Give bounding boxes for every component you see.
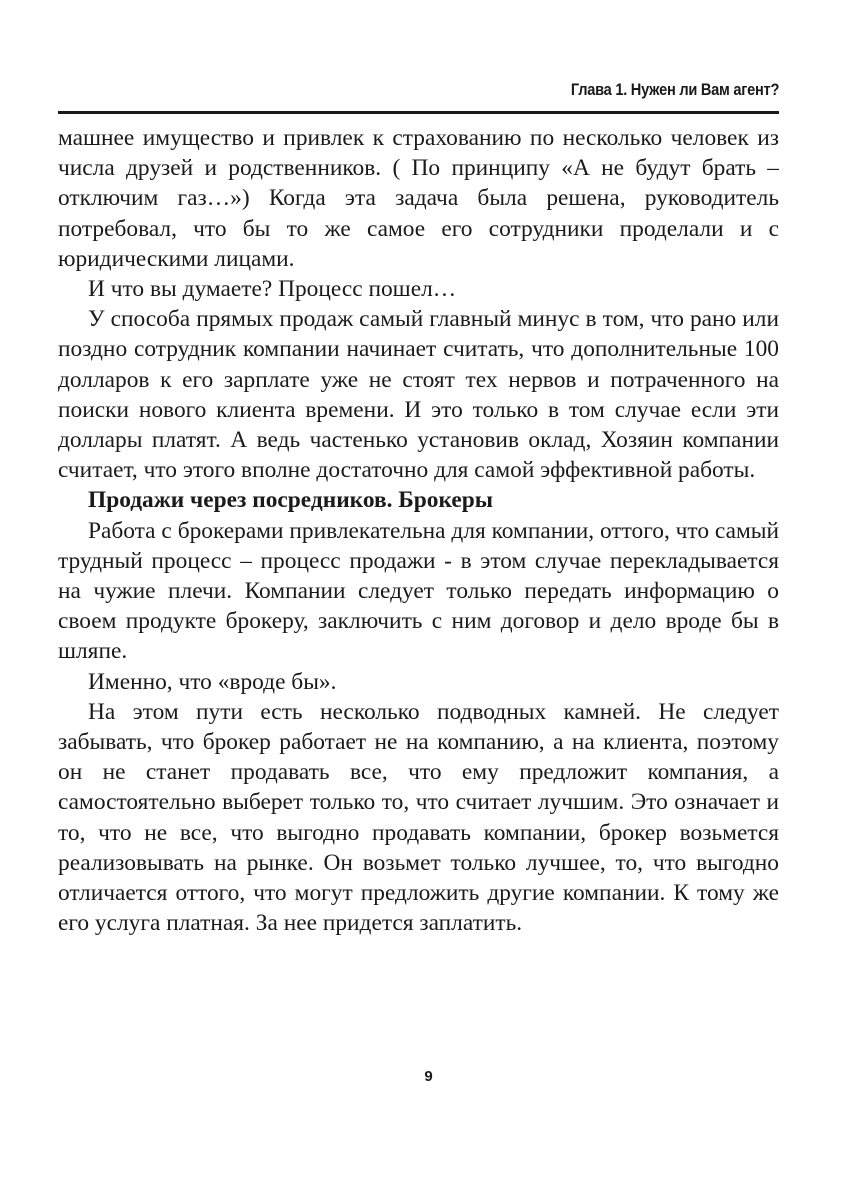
paragraph: У способа прямых продаж самый главный минус в том, что рано или поздно сотрудник компании начинает считать, что дополнительные 100 долларов к его зарплате уже не стоят тех нервов и потраченного на поиски нового клиента времени. И это только в том случае если эти доллары платят. А ведь частенько установив оклад, Хозяин компании считает, что этого вполне достаточно для самой эффективной работы. [58, 306, 779, 484]
section-heading: Продажи через посредников. Брокеры [88, 487, 493, 514]
paragraph: Работа с брокерами привлекательна для компании, оттого, что самый трудный процесс – процесс продажи - в этом случае перекладывается на чужие плечи. Компании следует только передать информацию о своем продукте брокеру, заключить с ним договор и дело вроде бы в шляпе. [58, 517, 779, 665]
header-rule [58, 111, 779, 114]
body-text [58, 123, 779, 938]
paragraph: Именно, что «вроде бы». [88, 668, 337, 695]
paragraph: машнее имущество и привлек к страхованию по несколько человек из числа друзей и родственников. ( По принципу «А не будут брать – отключим газ…») Когда эта задача была решена, руководитель потребовал, что бы то же самое его сотрудники проделали и с юридическими лицами. [58, 125, 779, 272]
paragraph: И что вы думаете? Процесс пошел… [88, 276, 457, 303]
page-number: 9 [424, 1068, 433, 1085]
paragraph: На этом пути есть несколько подводных камней. Не следует забывать, что брокер работает не на компанию, а на клиента, поэтому он не станет продавать все, что ему предложит компания, а самостоятельно выберет только то, что считает лучшим. Это означает и то, что не все, что выгодно продавать компании, брокер возьмется реализовывать на рынке. Он возьмет только лучшее, то, что выгодно отличается оттого, что могут предложить другие компании. К тому же его услуга платная. За нее придется заплатить. [58, 698, 779, 937]
running-head: Глава 1. Нужен ли Вам агент? [570, 80, 779, 99]
